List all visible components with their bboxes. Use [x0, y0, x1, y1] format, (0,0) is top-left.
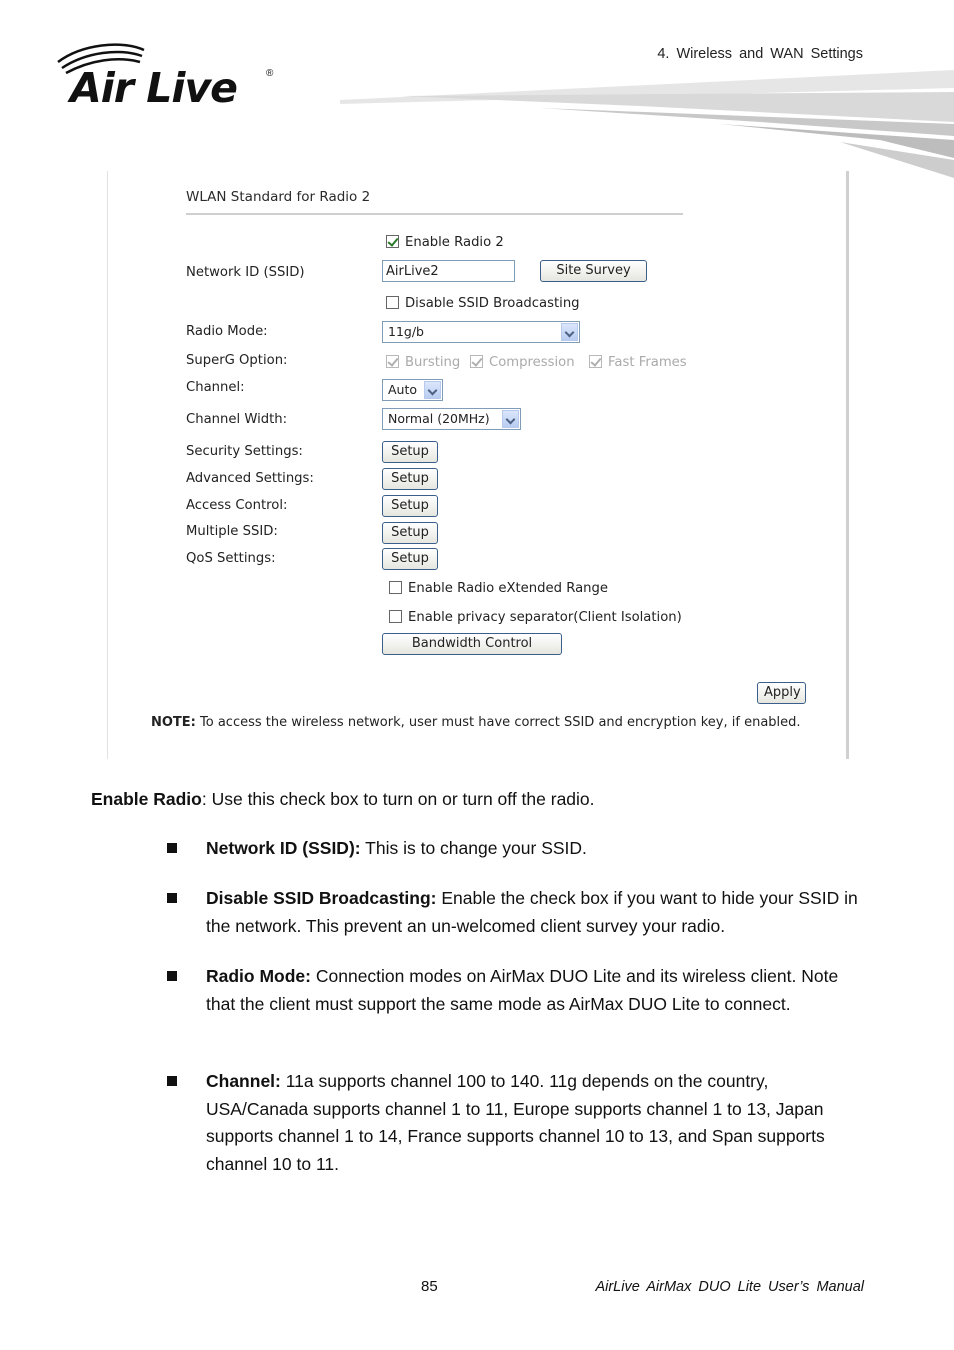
radio-mode-label: Radio Mode:	[186, 324, 268, 339]
channel-width-label: Channel Width:	[186, 412, 288, 427]
enable-radio-checkbox[interactable]	[386, 235, 399, 248]
channel-label: Channel:	[186, 380, 245, 395]
ssid-input[interactable]	[382, 260, 515, 282]
page-number: 85	[421, 1278, 438, 1295]
bursting-label: Bursting	[405, 355, 461, 370]
channel-width-select[interactable]	[382, 408, 521, 430]
enable-radio-option[interactable]	[386, 235, 504, 250]
bursting-checkbox	[386, 355, 399, 368]
disable-broadcast-checkbox[interactable]	[386, 296, 399, 309]
note-text: To access the wireless network, user must have correct SSID and encryption key, if enabled.	[195, 715, 801, 730]
access-control-setup-button[interactable]: Setup	[382, 495, 438, 517]
compression-checkbox	[470, 355, 483, 368]
extended-range-checkbox[interactable]	[389, 581, 402, 594]
bullet-term: Network ID (SSID):	[206, 838, 361, 858]
ssid-label: Network ID (SSID)	[186, 265, 305, 280]
apply-button[interactable]: Apply	[757, 682, 806, 704]
chevron-down-icon	[424, 381, 441, 399]
compression-label: Compression	[489, 355, 575, 370]
superg-label: SuperG Option:	[186, 353, 288, 368]
channel-value: Auto	[388, 382, 418, 397]
intro-text: : Use this check box to turn on or turn off the radio.	[201, 789, 595, 809]
header-decoration	[340, 66, 954, 178]
manual-title: AirLive AirMax DUO Lite User’s Manual	[595, 1279, 864, 1295]
panel-title: WLAN Standard for Radio 2	[186, 189, 371, 205]
bullet-text: 11a supports channel 100 to 140. 11g depends on the country, USA/Canada supports channel 1 to 11, Europe supports channel 1 to 13, Japan supports channel 1 to 14, France supports channel 10 to 13, and Span supports channel 10 to 11.	[206, 1071, 825, 1174]
security-settings-label: Security Settings:	[186, 444, 303, 459]
disable-broadcast-label: Disable SSID Broadcasting	[405, 296, 580, 311]
multiple-ssid-setup-button[interactable]: Setup	[382, 522, 438, 544]
extended-range-label: Enable Radio eXtended Range	[408, 581, 608, 596]
chapter-heading: 4. Wireless and WAN Settings	[657, 46, 863, 62]
wlan-settings-screenshot	[107, 171, 849, 759]
fast-frames-checkbox	[589, 355, 602, 368]
advanced-setup-button[interactable]: Setup	[382, 468, 438, 490]
bullet-channel	[206, 1068, 871, 1178]
title-divider	[186, 213, 683, 215]
privacy-separator-option[interactable]	[389, 610, 682, 625]
qos-setup-button[interactable]: Setup	[382, 548, 438, 570]
disable-broadcast-option[interactable]	[386, 296, 580, 311]
advanced-settings-label: Advanced Settings:	[186, 471, 314, 486]
qos-settings-label: QoS Settings:	[186, 551, 276, 566]
channel-width-value: Normal (20MHz)	[388, 411, 490, 426]
superg-bursting	[386, 355, 460, 370]
airlive-logo	[52, 40, 292, 110]
intro-term: Enable Radio	[91, 789, 202, 809]
enable-radio-label: Enable Radio 2	[405, 235, 504, 250]
superg-fast-frames	[589, 355, 687, 370]
radio-mode-select[interactable]	[382, 321, 580, 343]
radio-mode-value: 11g/b	[388, 324, 424, 339]
bullet-square-icon	[167, 971, 177, 981]
bullet-square-icon	[167, 843, 177, 853]
multiple-ssid-label: Multiple SSID:	[186, 524, 278, 539]
chevron-down-icon	[502, 410, 519, 428]
bullet-radio-mode	[206, 963, 871, 1018]
bullet-square-icon	[167, 1076, 177, 1086]
registered-mark: ®	[266, 68, 274, 79]
chevron-down-icon	[561, 323, 578, 341]
bullet-disable-broadcast	[206, 885, 871, 940]
note-label: NOTE:	[151, 715, 196, 730]
site-survey-button[interactable]: Site Survey	[540, 260, 647, 282]
bullet-term: Channel:	[206, 1071, 281, 1091]
bullet-square-icon	[167, 893, 177, 903]
channel-select[interactable]	[382, 379, 443, 401]
fast-frames-label: Fast Frames	[608, 355, 687, 370]
enable-radio-paragraph	[91, 785, 595, 813]
privacy-separator-checkbox[interactable]	[389, 610, 402, 623]
logo-wordmark: Air Live	[70, 64, 237, 112]
privacy-separator-label: Enable privacy separator(Client Isolation)	[408, 610, 682, 625]
bullet-ssid	[206, 835, 871, 863]
bullet-term: Radio Mode:	[206, 966, 311, 986]
bullet-text: Enable the check box if you want to hide your SSID in the network. This prevent an un-welcomed client survey your radio.	[206, 888, 858, 936]
bullet-text: This is to change your SSID.	[360, 838, 587, 858]
bandwidth-control-button[interactable]: Bandwidth Control	[382, 633, 562, 655]
security-setup-button[interactable]: Setup	[382, 441, 438, 463]
bullet-text: Connection modes on AirMax DUO Lite and its wireless client. Note that the client must support the same mode as AirMax DUO Lite to connect.	[206, 966, 839, 1014]
bullet-term: Disable SSID Broadcasting:	[206, 888, 437, 908]
superg-compression	[470, 355, 575, 370]
access-control-label: Access Control:	[186, 498, 288, 513]
panel-note	[151, 715, 801, 730]
extended-range-option[interactable]	[389, 581, 608, 596]
